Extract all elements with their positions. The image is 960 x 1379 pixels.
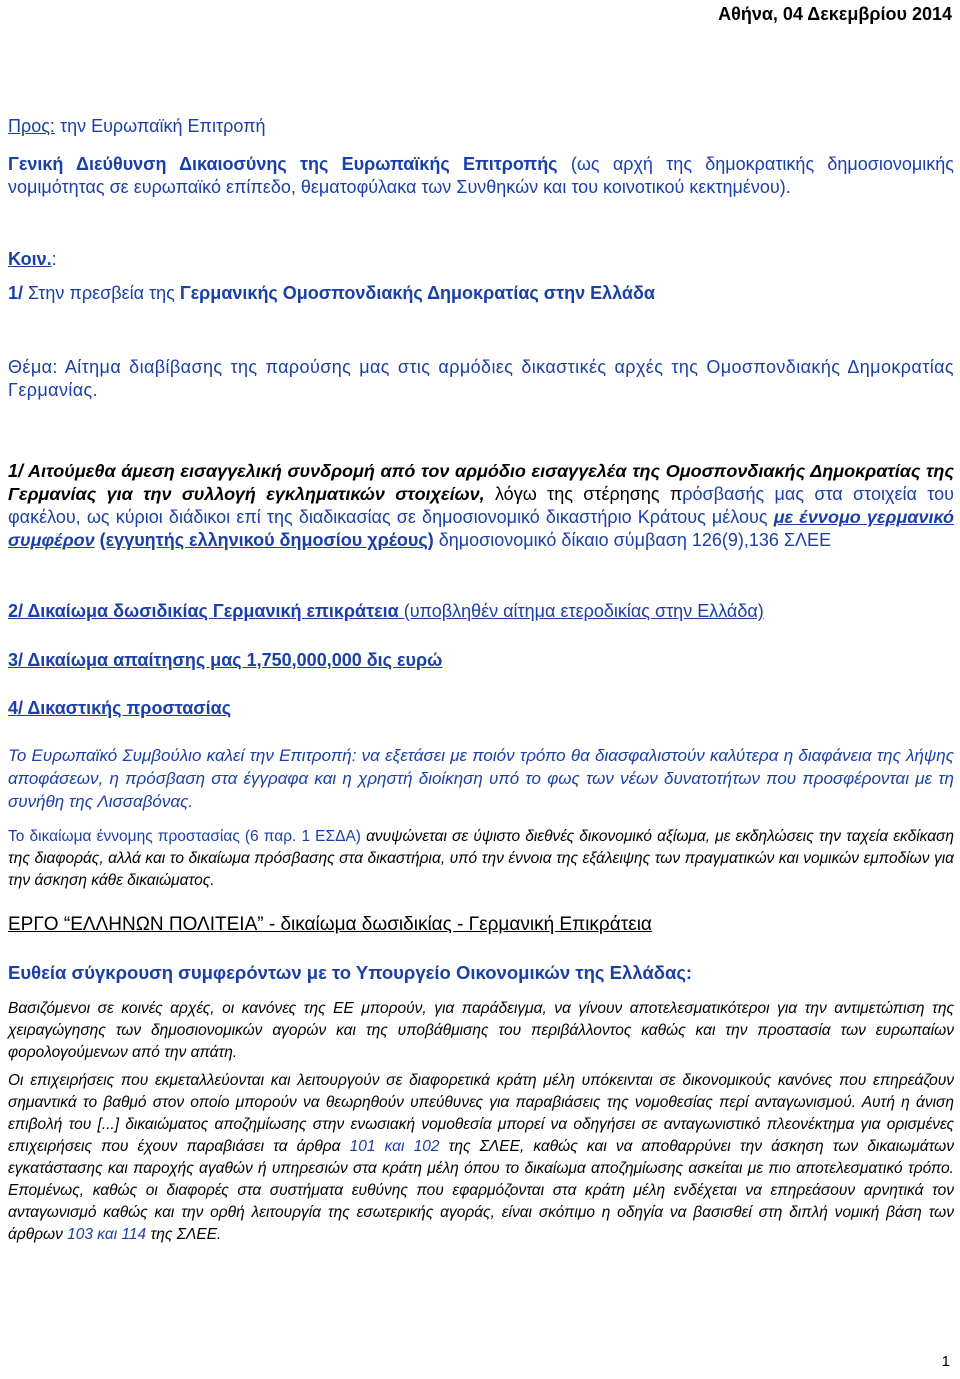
cc-label: Κοιν. xyxy=(8,249,52,269)
cc-recipient xyxy=(8,282,954,305)
directorate-general xyxy=(8,153,954,199)
section-heading: ΕΡΓΟ “ΕΛΛΗΝΩΝ ΠΟΛΙΤΕΙΑ” - δικαίωμα δωσιδικίας - Γερμανική Επικράτεια xyxy=(8,914,652,935)
directorate-title: Γενική Διεύθυνση Δικαιοσύνης της Ευρωπαϊκής Επιτροπής xyxy=(8,154,558,174)
point-1-legal-interest: με έννομο γερμανικό συμφέρον xyxy=(8,507,954,550)
recipient-label: Προς: xyxy=(8,116,55,136)
page-number: 1 xyxy=(941,1353,950,1370)
articles-101-102: 101 και 102 xyxy=(349,1138,440,1155)
point-1-text-a: λόγω της στέρησης π xyxy=(494,484,683,504)
point-4: 4/ Δικαστικής προστασίας xyxy=(8,698,232,718)
point-1-intro: 1/ Αιτούμεθα άμεση εισαγγελική συνδρομή από τον αρμόδιο εισαγγελέα της Ομοσπονδιακής Δημοκρατίας της Γερμανίας για την συλλογή εγκληματικών στοιχείων, xyxy=(8,461,954,504)
directorate-description: (ως αρχή της δημοκρατικής δημοσιονομικής νομιμότητας σε ευρωπαϊκό επίπεδο, θεματοφύλακα των Συνθηκών και του κοινοτικού κεκτημένου). xyxy=(8,154,954,197)
point-1-law: δημοσιονομικό δίκαιο σύμβαση 126(9),136 ΣΛΕΕ xyxy=(438,530,832,550)
recipient-line xyxy=(8,115,954,138)
point-2-note: (υποβληθέν αίτημα ετεροδικίας στην Ελλάδα) xyxy=(403,601,764,621)
articles-103-114: 103 και 114 xyxy=(67,1226,147,1243)
point-1-text-b: ρόσβασής μας στα στοιχεία του φακέλου, ως κύριοι διάδικοι επί της διαδικασίας σε δημοσιονομικό δικαστήριο Κράτους μέλους xyxy=(8,484,954,527)
point-1-guarantor: (εγγυητής ελληνικού δημοσίου χρέους) xyxy=(99,530,434,550)
cc-label-line xyxy=(8,248,954,271)
cc-number: 1/ xyxy=(8,283,24,303)
document-date: Αθήνα, 04 Δεκεμβρίου 2014 xyxy=(718,4,952,24)
section-paragraph-2 xyxy=(8,1070,954,1246)
council-paragraph: Το Ευρωπαϊκό Συμβούλιο καλεί την Επιτροπή: να εξετάσει με ποιόν τρόπο θα διασφαλιστούν καλύτερα η διαφάνεια της λήψης αποφάσεων, η πρόσβαση στα έγγραφα και η χρηστή διοίκηση υπό το φως των νέων δυνατοτήτων που προσφέρονται με τη συνήθη της Λισσαβόνας. xyxy=(8,746,954,811)
section-paragraph-1: Βασιζόμενοι σε κοινές αρχές, οι κανόνες της ΕΕ μπορούν, για παράδειγμα, να γίνουν αποτελεσματικότεροι για την αντιμετώπιση της χειραγώγησης των δημοσιονομικών αγορών και της υποβάθμισης του περιβάλλοντος καθώς και την προστασία των ευρωπαίων φορολογούμενων από την απάτη. xyxy=(8,1000,954,1061)
legal-protection-title: Το δικαίωμα έννομης προστασίας (6 παρ. 1 ΕΣΔΑ) xyxy=(8,828,361,845)
conflict-heading: Ευθεία σύγκρουση συμφερόντων με το Υπουργείο Οικονομικών της Ελλάδας: xyxy=(8,962,693,983)
cc-colon: : xyxy=(51,249,57,269)
cc-text-bold: Γερμανικής Ομοσπονδιακής Δημοκρατίας στην Ελλάδα xyxy=(179,283,655,303)
recipient-name: την Ευρωπαϊκή Επιτροπή xyxy=(59,116,266,136)
point-2-title: 2/ Δικαίωμα δωσιδικίας Γερμανική επικράτεια xyxy=(8,601,399,621)
section-paragraph-2-a: Οι επιχειρήσεις που εκμεταλλεύονται και λειτουργούν σε διαφορετικά κράτη μέλη υπόκεινται σε δικονομικούς κανόνες που επηρεάζουν σημαντικά το βαθμό στον οποίο μπορούν να θεωρηθούν υπεύθυνες για παραβιάσεις της νομοθεσίας περί ανταγωνισμού. Αυτή η άνιση επιβολή του [...] δικαιώματος αποζημίωσης στην ενωσιακή νομοθεσία μπορεί να οδηγήσει σε ανταγωνιστικό πλεονέκτημα για ορισμένες επιχειρήσεις που έχουν παραβιάσει τα άρθρα xyxy=(8,1072,954,1155)
subject-line: Θέμα: Αίτημα διαβίβασης της παρούσης μας στις αρμόδιες δικαστικές αρχές της Ομοσπονδιακής Δημοκρατίας Γερμανίας. xyxy=(8,357,954,400)
point-3: 3/ Δικαίωμα απαίτησης μας 1,750,000,000 δις ευρώ xyxy=(8,650,443,670)
cc-text-plain: Στην πρεσβεία της xyxy=(28,283,175,303)
legal-protection-paragraph xyxy=(8,826,954,892)
point-2 xyxy=(8,600,954,623)
legal-protection-text: ανυψώνεται σε ύψιστο διεθνές δικονομικό αξίωμα, με εκδηλώσεις την ταχεία εκδίκαση της διαφοράς, αλλά και το δικαίωμα πρόσβασης στα δικαστήρια, υπό την έννοια της εξάλειψης των πραγματικών και νομικών εμποδίων για την άσκηση κάθε δικαιώματος. xyxy=(8,828,954,889)
section-paragraph-2-e: της ΣΛΕΕ. xyxy=(150,1226,222,1243)
section-paragraph-2-c: της ΣΛΕΕ, καθώς και να αποθαρρύνει την άσκηση των δικαιωμάτων εγκατάστασης και παροχής αγαθών ή υπηρεσιών στα κράτη μέλη όπου το δικαίωμα αποζημίωσης ασκείται με πιο αποτελεσματικό τρόπο. Επομένως, καθώς οι διαφορές στα συστήματα ευθύνης που εφαρμόζονται στα κράτη μέλη ενδέχεται να επηρεάσουν αρνητικά τον ανταγωνισμό καθώς και την ορθή λειτουργία της εσωτερικής αγοράς, είναι σκόπιμο η οδηγία να βασισθεί στη διπλή νομική βάση των άρθρων xyxy=(8,1138,954,1243)
point-1 xyxy=(8,460,954,552)
